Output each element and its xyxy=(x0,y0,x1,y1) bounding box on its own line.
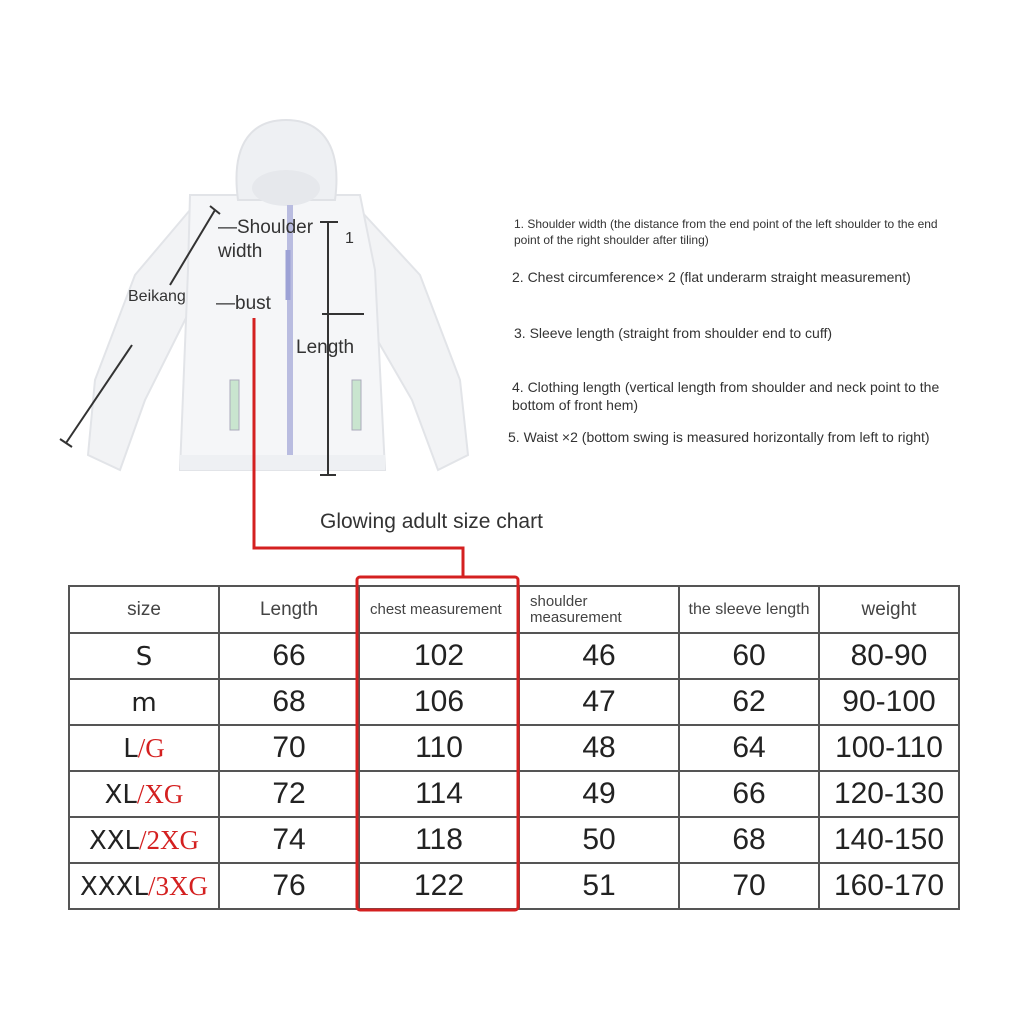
note-1: 1. Shoulder width (the distance from the end point of the left shoulder to the end point of the right shoulder after tiling) xyxy=(514,217,938,247)
marker-1-label: 1 xyxy=(345,230,354,247)
weight-cell: 100-110 xyxy=(819,725,959,771)
jacket-illustration xyxy=(40,100,510,490)
shoulder-cell: 51 xyxy=(519,863,679,909)
weight-cell: 90-100 xyxy=(819,679,959,725)
beikang-label: Beikang xyxy=(128,288,186,305)
weight-cell: 160-170 xyxy=(819,863,959,909)
header-sleeve: the sleeve length xyxy=(679,586,819,633)
table-header-row xyxy=(69,586,959,633)
chart-title: Glowing adult size chart xyxy=(320,510,543,533)
length-cell: 74 xyxy=(219,817,359,863)
size-label: S xyxy=(135,641,153,672)
shoulder-label: —Shoulder xyxy=(218,217,314,238)
sleeve-cell: 60 xyxy=(679,633,819,679)
shoulder-cell: 48 xyxy=(519,725,679,771)
table-row xyxy=(69,771,959,817)
note-4: 4. Clothing length (vertical length from shoulder and neck point to the bottom of front hem) xyxy=(512,379,940,413)
size-cell xyxy=(69,771,219,817)
length-label: Length xyxy=(296,337,355,358)
length-cell: 68 xyxy=(219,679,359,725)
chest-cell: 106 xyxy=(359,679,519,725)
chest-cell: 114 xyxy=(359,771,519,817)
chest-cell: 110 xyxy=(359,725,519,771)
size-alt-label: /2XG xyxy=(139,824,200,855)
weight-cell: 140-150 xyxy=(819,817,959,863)
sleeve-cell: 66 xyxy=(679,771,819,817)
bust-label: —bust xyxy=(216,293,271,314)
note-5: 5. Waist ×2 (bottom swing is measured horizontally from left to right) xyxy=(508,429,930,445)
chest-cell: 102 xyxy=(359,633,519,679)
chest-cell: 118 xyxy=(359,817,519,863)
note-2: 2. Chest circumference× 2 (flat underarm straight measurement) xyxy=(512,269,911,285)
sleeve-cell: 70 xyxy=(679,863,819,909)
length-cell: 72 xyxy=(219,771,359,817)
shoulder-cell: 46 xyxy=(519,633,679,679)
shoulder-label-2: width xyxy=(218,241,263,262)
sleeve-cell: 68 xyxy=(679,817,819,863)
length-cell: 70 xyxy=(219,725,359,771)
shoulder-cell: 47 xyxy=(519,679,679,725)
note-3: 3. Sleeve length (straight from shoulder end to cuff) xyxy=(514,325,833,341)
size-alt-label: /XG xyxy=(136,778,184,809)
shoulder-cell: 49 xyxy=(519,771,679,817)
table-row xyxy=(69,725,959,771)
header-chest: chest measurement xyxy=(359,586,519,633)
length-cell: 76 xyxy=(219,863,359,909)
weight-cell: 120-130 xyxy=(819,771,959,817)
size-cell xyxy=(69,817,219,863)
header-weight: weight xyxy=(819,586,959,633)
table-row xyxy=(69,633,959,679)
size-label: XXXL xyxy=(80,871,148,902)
sleeve-cell: 62 xyxy=(679,679,819,725)
size-cell xyxy=(69,633,219,679)
shoulder-cell: 50 xyxy=(519,817,679,863)
size-label: m xyxy=(131,687,157,718)
size-cell xyxy=(69,725,219,771)
sleeve-cell: 64 xyxy=(679,725,819,771)
header-shoulder: shoulder measurement xyxy=(519,586,679,633)
header-length: Length xyxy=(219,586,359,633)
table-row xyxy=(69,863,959,909)
weight-cell: 80-90 xyxy=(819,633,959,679)
size-table xyxy=(68,585,960,910)
length-cell: 66 xyxy=(219,633,359,679)
size-cell xyxy=(69,679,219,725)
table-row xyxy=(69,817,959,863)
size-label: XXL xyxy=(88,825,140,856)
size-label: L xyxy=(123,733,138,764)
size-alt-label: /3XG xyxy=(147,870,208,901)
chest-cell: 122 xyxy=(359,863,519,909)
header-size: size xyxy=(69,586,219,633)
size-label: XL xyxy=(104,779,137,810)
size-cell xyxy=(69,863,219,909)
size-alt-label: /G xyxy=(137,732,165,763)
table-row xyxy=(69,679,959,725)
